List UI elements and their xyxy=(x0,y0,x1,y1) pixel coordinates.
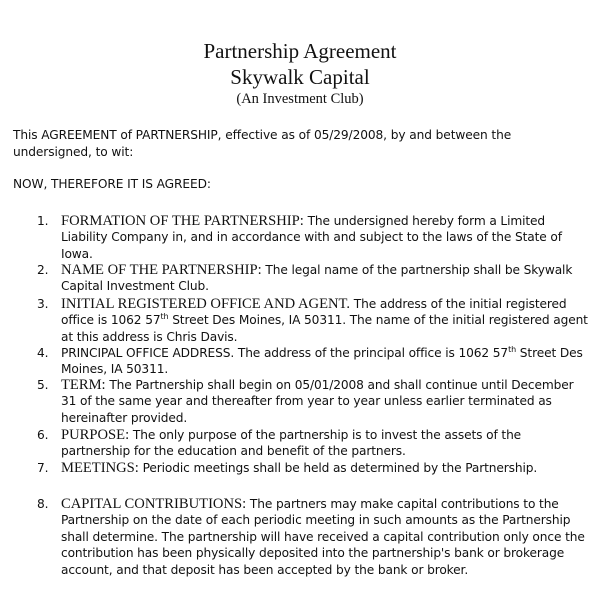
clause-text: Street Des Moines, IA 50311. The name of the initial registered agent at this address is Chris Davis. xyxy=(61,313,588,344)
clause-body xyxy=(61,460,591,476)
clause-body xyxy=(61,377,591,426)
agreed-statement: NOW, THEREFORE IT IS AGREED: xyxy=(13,177,211,191)
clause-heading: NAME OF THE PARTNERSHIP: xyxy=(61,262,262,278)
clause-body xyxy=(61,427,591,460)
clause-body xyxy=(61,213,591,262)
clause-text: Periodic meetings shall be held as determined by the Partnership. xyxy=(138,461,538,475)
clause-number: 8. xyxy=(37,497,49,511)
clause-text: Street Des Moines, IA 50311. xyxy=(61,346,583,377)
document-title: Partnership Agreement xyxy=(203,39,397,63)
clause-text: The address of the principal office is 1062 57 xyxy=(234,346,509,360)
clause-number: 4. xyxy=(37,346,49,360)
clause-heading: PURPOSE: xyxy=(61,427,130,443)
clause-heading: FORMATION OF THE PARTNERSHIP: xyxy=(61,213,304,229)
clause-text: The only purpose of the partnership is to invest the assets of the partnership for the education and benefit of the partners. xyxy=(61,428,522,459)
clause-number: 1. xyxy=(37,214,49,228)
clause-text: The Partnership shall begin on 05/01/2008 and shall continue until December 31 of the same year and thereafter from year to year unless earlier terminated as hereinafter provided. xyxy=(61,378,574,425)
organization-name: Skywalk Capital xyxy=(230,65,370,89)
clause-number: 7. xyxy=(37,461,49,475)
clause-body xyxy=(61,345,591,378)
clause-heading: MEETINGS: xyxy=(61,460,139,476)
clause-number: 2. xyxy=(37,263,49,277)
clause-text: The address of the initial registered office is 1062 57 xyxy=(61,297,567,328)
ordinal-suffix: th xyxy=(160,312,169,322)
intro-paragraph: This AGREEMENT of PARTNERSHIP, effective as of 05/29/2008, by and between the undersigned, to wit: xyxy=(13,128,512,159)
clause-heading: INITIAL REGISTERED OFFICE AND AGENT. xyxy=(61,296,351,312)
clause-body xyxy=(61,296,591,345)
document-title-block xyxy=(0,38,600,108)
clause-text: The partners may make capital contributions to the Partnership on the date of each periodic meeting in such amounts as the Partnership shall determine. The partnership will have received a capital contribution only once the contribution has been physically deposited into the partnership's bank or brokerage account, and that deposit has been accepted by the bank or broker. xyxy=(61,497,585,577)
organization-subtitle: (An Investment Club) xyxy=(236,91,364,107)
ordinal-suffix: th xyxy=(508,344,517,354)
clause-number: 6. xyxy=(37,428,49,442)
clause-text: The undersigned hereby form a Limited Liability Company in, and in accordance with and subject to the laws of the State of Iowa. xyxy=(61,214,562,261)
clause-heading: TERM: xyxy=(61,377,106,393)
clause-number: 5. xyxy=(37,378,49,392)
clause-number: 3. xyxy=(37,297,49,311)
clause-heading: CAPITAL CONTRIBUTIONS: xyxy=(61,496,247,512)
clause-text: The legal name of the partnership shall be Skywalk Capital Investment Club. xyxy=(61,263,573,294)
clause-heading: PRINCIPAL OFFICE ADDRESS. xyxy=(61,346,235,360)
clause-body xyxy=(61,496,591,578)
clause-body xyxy=(61,262,591,295)
